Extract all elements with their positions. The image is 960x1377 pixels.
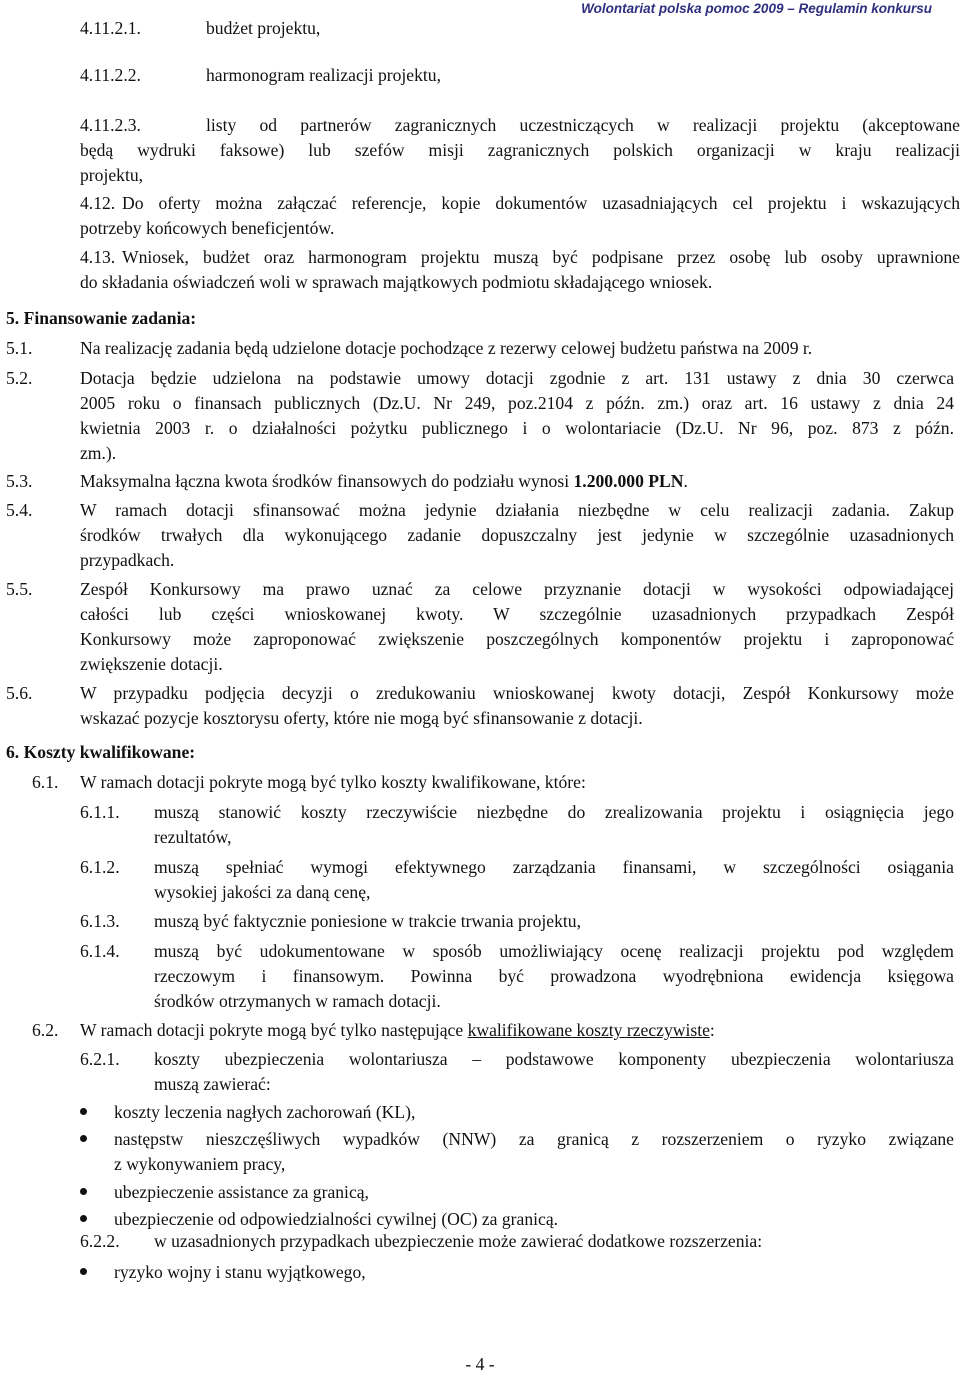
amount: 1.200.000 PLN — [573, 471, 684, 491]
paragraph-number: 4.12. — [80, 193, 116, 213]
bullet-icon — [80, 1188, 87, 1195]
item-number: 6.2. — [32, 1020, 59, 1040]
item-number: 6.1.2. — [80, 857, 120, 877]
bullet-item: ryzyko wojny i stanu wyjątkowego, — [114, 1262, 366, 1282]
item-number: 5.2. — [6, 368, 33, 388]
item-text: harmonogram realizacji projektu, — [206, 65, 441, 85]
item-number: 6.1.3. — [80, 911, 120, 931]
item-text: Zespół Konkursowy ma prawo uznać za celowe przyznanie dotacji w wysokości odpowiadającej — [80, 579, 954, 599]
item-text: koszty ubezpieczenia wolontariusza – podstawowe komponenty ubezpieczenia wolontariusza — [154, 1049, 954, 1069]
item-text-line: muszą zawierać: — [154, 1074, 271, 1094]
item-number: 5.3. — [6, 471, 33, 491]
item-text: Dotacja będzie udzielona na podstawie umowy dotacji zgodnie z art. 131 ustawy z dnia 30 czerwca — [80, 368, 954, 388]
item-text-main: Maksymalna łączna kwota środków finansowych do podziału wynosi — [80, 471, 574, 491]
item-number: 4.11.2.1. — [80, 18, 141, 38]
bullet-icon — [80, 1268, 87, 1275]
item-text-line: rzeczowym i finansowym. Powinna być prowadzona wyodrębniona ewidencja księgowa — [154, 966, 954, 986]
item-text-line: będą wydruki faksowe) lub szefów misji zagranicznych polskich organizacji w kraju realizacji — [80, 140, 960, 160]
item-text-tail: . — [683, 471, 688, 491]
bullet-icon — [80, 1108, 87, 1115]
item-number: 6.1.4. — [80, 941, 120, 961]
paragraph-number: 4.13. — [80, 247, 116, 267]
item-text-line: wskazać pozycje kosztorysu oferty, które nie mogą być sfinansowanie z dotacji. — [80, 708, 643, 728]
item-text: listy od partnerów zagranicznych uczestniczących w realizacji projektu (akceptowane — [206, 115, 960, 135]
item-text-line: środków otrzymanych w ramach dotacji. — [154, 991, 441, 1011]
bullet-icon — [80, 1135, 87, 1142]
bullet-item: ubezpieczenie od odpowiedzialności cywilnej (OC) za granicą. — [114, 1209, 559, 1229]
bullet-item: ubezpieczenie assistance za granicą, — [114, 1182, 369, 1202]
item-text: budżet projektu, — [206, 18, 321, 38]
item-text: muszą spełniać wymogi efektywnego zarządzania finansami, w szczególności osiągania — [154, 857, 954, 877]
bullet-item-line: z wykonywaniem pracy, — [114, 1154, 286, 1174]
item-number: 6.2.2. — [80, 1231, 120, 1251]
item-number: 6.2.1. — [80, 1049, 120, 1069]
bullet-icon — [80, 1215, 87, 1222]
item-text: Na realizację zadania będą udzielone dotacje pochodzące z rezerwy celowej budżetu państwa na 2009 r. — [80, 338, 813, 358]
paragraph-text-line: potrzeby końcowych beneficjentów. — [80, 218, 335, 238]
item-text: muszą stanowić koszty rzeczywiście niezbędne do zrealizowania projektu i osiągnięcia jego — [154, 802, 954, 822]
item-text-line: środków trwałych dla wykonującego zadanie dopuszczalny jest jedynie w szczególnie uzasadnionych — [80, 525, 954, 545]
item-text-line: zwiększenie dotacji. — [80, 654, 223, 674]
section-5-heading: 5. Finansowanie zadania: — [6, 308, 197, 328]
item-number: 5.6. — [6, 683, 33, 703]
item-text-line: całości lub części wnioskowanej kwoty. W szczególnie uzasadnionych przypadkach Zespół — [80, 604, 954, 624]
underlined-term: kwalifikowane koszty rzeczywiste — [467, 1020, 710, 1040]
paragraph-text-line: do składania oświadczeń woli w sprawach majątkowych podmiotu składającego wniosek. — [80, 272, 713, 292]
item-text: muszą być udokumentowane w sposób umożliwiający ocenę realizacji projektu pod względem — [154, 941, 954, 961]
paragraph-text: Wniosek, budżet oraz harmonogram projektu muszą być podpisane przez osobę lub osoby uprawnione — [122, 247, 960, 267]
paragraph-text: Do oferty można załączać referencje, kopie dokumentów uzasadniających cel projektu i wskazujących — [122, 193, 960, 213]
item-number: 6.1. — [32, 772, 59, 792]
item-number: 5.5. — [6, 579, 33, 599]
item-text-line: Konkursowy może zaproponować zwiększenie poszczególnych komponentów projektu i zaproponować — [80, 629, 954, 649]
item-text: W przypadku podjęcia decyzji o zredukowaniu wnioskowanej kwoty dotacji, Zespół Konkursowy może — [80, 683, 954, 703]
item-number: 6.1.1. — [80, 802, 120, 822]
item-text-main: W ramach dotacji pokryte mogą być tylko następujące — [80, 1020, 468, 1040]
item-text-line: 2005 roku o finansach publicznych (Dz.U. Nr 249, poz.2104 z późn. zm.) oraz art. 16 ustawy z dnia 24 — [80, 393, 954, 413]
item-text: W ramach dotacji pokryte mogą być tylko koszty kwalifikowane, które: — [80, 772, 586, 792]
bullet-item: następstw nieszczęśliwych wypadków (NNW) za granicą z rozszerzeniem o ryzyko związane — [114, 1129, 954, 1149]
item-text — [80, 1018, 715, 1043]
item-text-line: wysokiej jakości za daną cenę, — [154, 882, 371, 902]
item-text: muszą być faktycznie poniesione w trakcie trwania projektu, — [154, 911, 581, 931]
item-number: 5.1. — [6, 338, 33, 358]
item-text-line: projektu, — [80, 165, 144, 185]
item-number: 4.11.2.2. — [80, 65, 141, 85]
item-text: W ramach dotacji sfinansować można jedynie działania niezbędne w celu realizacji zadania. Zakup — [80, 500, 954, 520]
section-6-heading: 6. Koszty kwalifikowane: — [6, 742, 196, 762]
item-text-line: rezultatów, — [154, 827, 232, 847]
item-text-tail: : — [709, 1020, 715, 1040]
item-text — [80, 469, 688, 494]
item-text-line: przypadkach. — [80, 550, 175, 570]
item-text-line: kwietnia 2003 r. o działalności pożytku publicznego i o wolontariacie (Dz.U. Nr 96, poz. 873 z późn. — [80, 418, 954, 438]
item-text-line: zm.). — [80, 443, 117, 463]
bullet-item: koszty leczenia nagłych zachorowań (KL), — [114, 1102, 416, 1122]
item-number: 5.4. — [6, 500, 33, 520]
item-text: w uzasadnionych przypadkach ubezpieczenie może zawierać dodatkowe rozszerzenia: — [154, 1231, 763, 1251]
page-header: Wolontariat polska pomoc 2009 – Regulamin konkursu — [581, 1, 932, 16]
page-number: - 4 - — [465, 1354, 495, 1374]
item-number: 4.11.2.3. — [80, 115, 141, 135]
